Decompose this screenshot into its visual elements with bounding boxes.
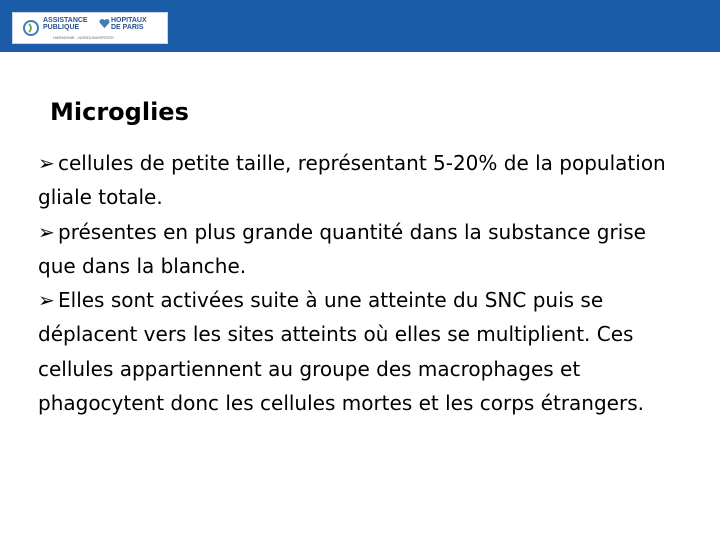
logo-left-text: ASSISTANCE PUBLIQUE [43, 17, 88, 31]
ap-hp-logo [12, 12, 168, 44]
logo-right-text: HOPITAUX DE PARIS [111, 17, 147, 31]
header-bar [0, 0, 720, 52]
slide-title: Microglies [50, 98, 189, 126]
bullet-text: cellules de petite taille, représentant 5-20% de la population gliale totale. [38, 151, 666, 210]
arrow-bullet-icon: ➢ [38, 288, 55, 313]
bullet-list [38, 146, 688, 420]
bullet-text: présentes en plus grande quantité dans la substance grise que dans la blanche. [38, 219, 646, 278]
ap-hp-emblem-icon [21, 16, 45, 40]
arrow-bullet-icon: ➢ [38, 219, 55, 244]
heart-icon [99, 18, 110, 29]
logo-subtitle: HARMONIE - NORDUNIVERSITE [53, 35, 114, 40]
bullet-item [38, 146, 688, 215]
bullet-text: Elles sont activées suite à une atteinte du SNC puis se déplacent vers les sites atteints où elles se multiplient. Ces cellules appartiennent au groupe des macrophages et phagocytent donc les cellules mortes et les corps étrangers. [38, 288, 644, 416]
arrow-bullet-icon: ➢ [38, 151, 55, 175]
bullet-item [38, 283, 688, 420]
bullet-item [38, 215, 688, 284]
